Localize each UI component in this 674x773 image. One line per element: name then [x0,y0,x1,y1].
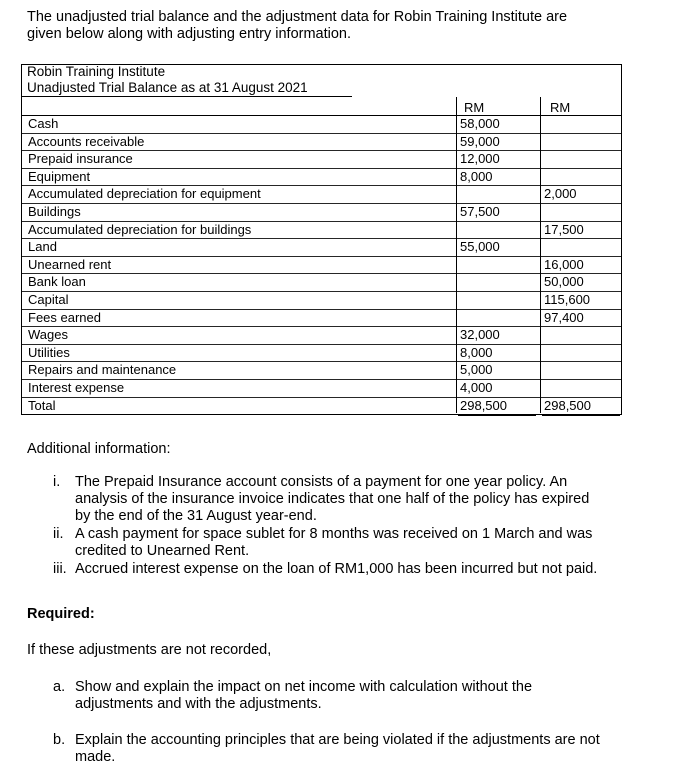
list-item-line: A cash payment for space sublet for 8 months was received on 1 March and was [75,526,593,542]
list-marker: b. [53,732,66,748]
row-account: Buildings [28,204,81,219]
row-rule [22,397,621,398]
row-credit: 97,400 [544,309,584,325]
row-rule [22,309,621,310]
row-account: Land [28,239,57,255]
list-marker: ii. [53,526,64,542]
row-account: Total [28,397,56,413]
company-name: Robin Training Institute [27,64,166,79]
row-debit: 57,500 [460,204,500,219]
list-item-line: Explain the accounting principles that are being violated if the adjustments are not [75,732,600,748]
row-debit: 32,000 [460,327,500,343]
row-rule [22,203,621,204]
row-credit: 50,000 [544,274,584,290]
list-item-line: The Prepaid Insurance account consists of a payment for one year policy. An [75,474,568,490]
required-heading: Required: [27,606,95,622]
row-account: Repairs and maintenance [28,362,177,378]
additional-heading: Additional information: [27,441,171,457]
row-rule [22,344,621,345]
list-item-line: analysis of the insurance invoice indicates that one half of the policy has expired [75,491,590,507]
row-debit: 5,000 [460,362,493,378]
row-debit: 298,500 [460,397,507,413]
row-account: Accounts receivable [28,133,145,149]
list-marker: iii. [53,561,67,577]
row-account: Prepaid insurance [28,151,133,167]
row-account: Accumulated depreciation for buildings [28,221,252,237]
list-item-line: by the end of the 31 August year-end. [75,508,317,524]
header-rule [22,115,621,116]
row-rule [22,168,621,169]
row-debit: 12,000 [460,151,500,167]
row-account: Cash [28,116,59,131]
debit-header: RM [464,100,485,115]
row-account: Accumulated depreciation for equipment [28,186,261,202]
row-rule [22,273,621,274]
list-item-line: made. [75,749,116,765]
row-credit: 298,500 [544,397,591,413]
list-item-line: adjustments and with the adjustments. [75,696,322,712]
total-underline-credit [542,415,620,416]
list-marker: i. [53,474,61,490]
row-debit: 4,000 [460,380,493,395]
intro-line-2: given below along with adjusting entry information. [27,26,352,42]
list-item-line: credited to Unearned Rent. [75,543,250,559]
row-rule [22,291,621,292]
row-debit: 58,000 [460,116,500,131]
row-rule [22,238,621,239]
row-debit: 59,000 [460,133,500,149]
row-account: Wages [28,327,68,343]
row-account: Utilities [28,344,70,360]
row-account: Unearned rent [28,256,112,272]
row-debit: 8,000 [460,168,493,184]
trial-balance-title: Unadjusted Trial Balance as at 31 August 2021 [27,80,308,95]
row-account: Interest expense [28,380,125,395]
row-credit: 115,600 [544,292,591,307]
row-account: Bank loan [28,274,86,290]
row-credit: 17,500 [544,221,584,237]
row-rule [22,256,621,257]
row-rule [22,326,621,327]
total-underline-debit [458,415,536,416]
intro-line-1: The unadjusted trial balance and the adjustment data for Robin Training Institute are [27,9,568,25]
list-item-line: Accrued interest expense on the loan of RM1,000 has been incurred but not paid. [75,561,598,577]
row-account: Capital [28,292,69,307]
row-credit: 2,000 [544,186,577,202]
row-account: Fees earned [28,309,101,325]
list-marker: a. [53,679,66,695]
credit-header: RM [550,100,571,115]
row-debit: 55,000 [460,239,500,255]
row-credit: 16,000 [544,256,584,272]
list-item-line: Show and explain the impact on net income with calculation without the [75,679,533,695]
intro-text [27,9,647,43]
row-account: Equipment [28,168,91,184]
title-underline [22,96,352,97]
required-condition: If these adjustments are not recorded, [27,642,272,658]
row-debit: 8,000 [460,344,493,360]
